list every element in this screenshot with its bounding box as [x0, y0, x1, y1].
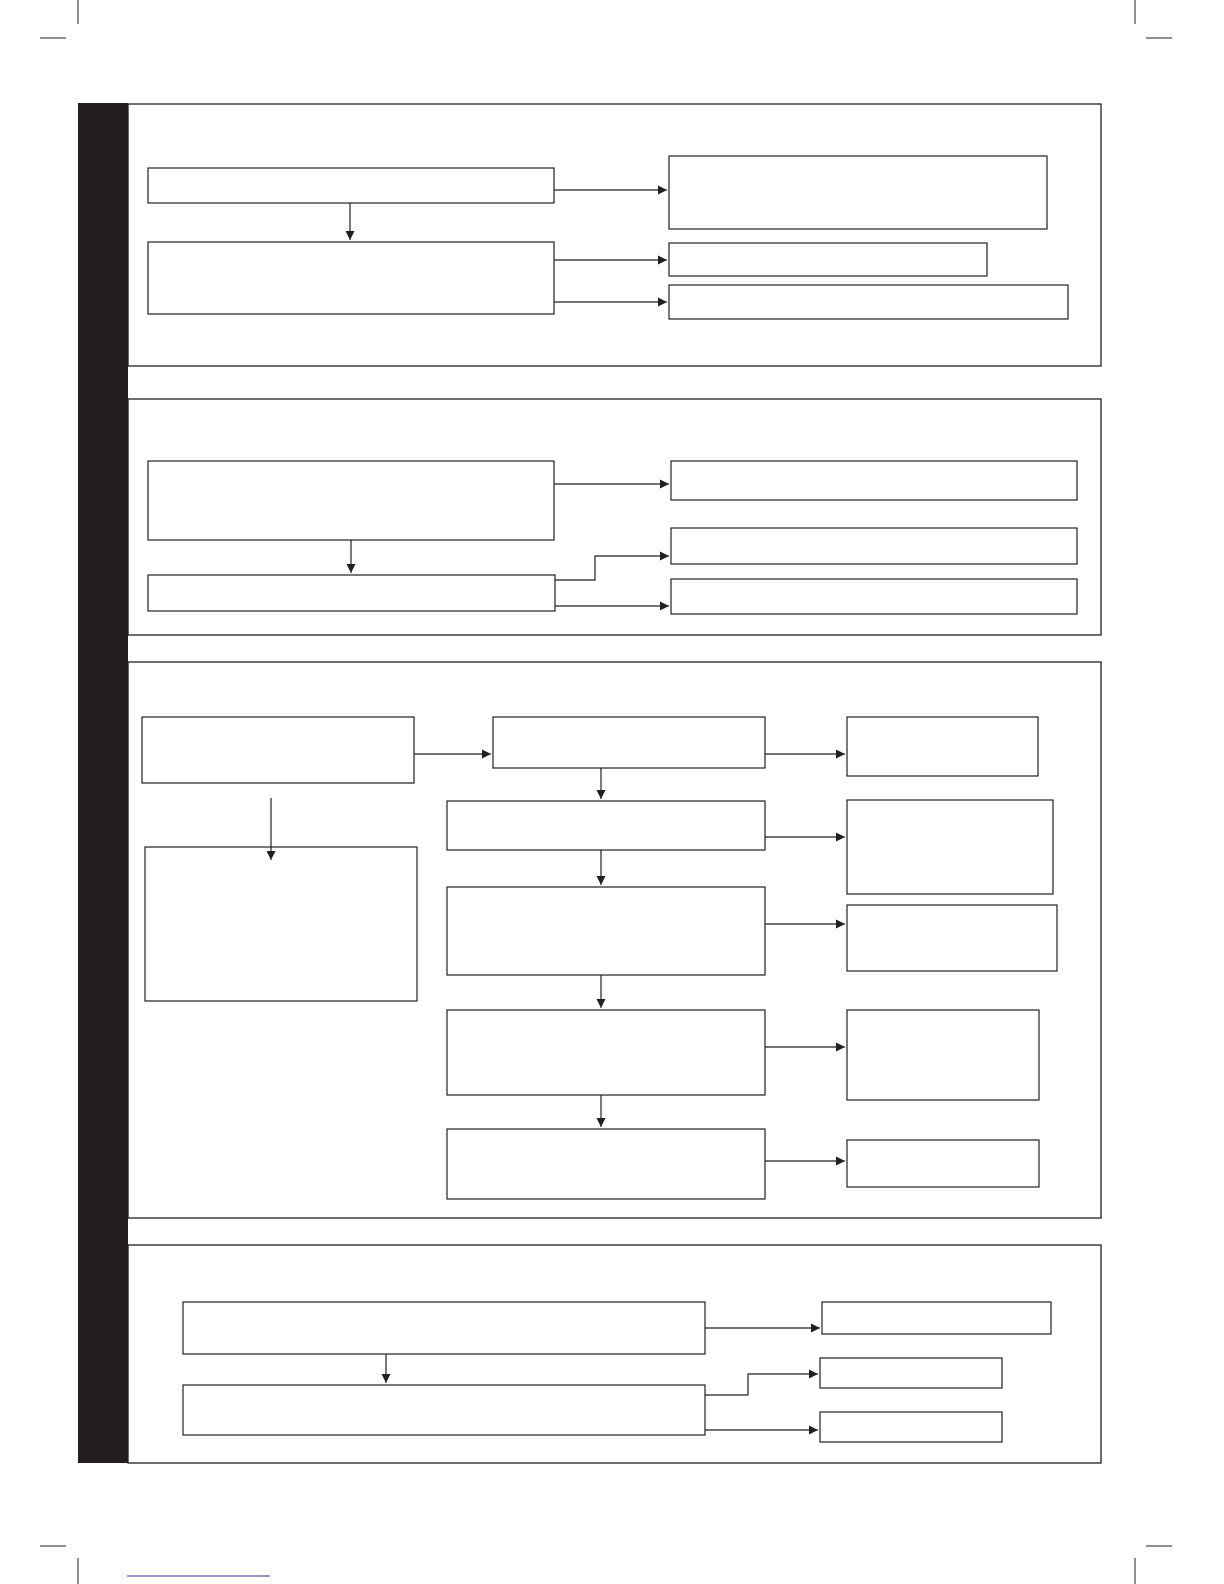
panel-3-box-check-1: [493, 717, 765, 768]
panel-2-box-result-b: [671, 528, 1077, 564]
panel-2-box-result-a: [671, 461, 1077, 500]
panel-3-box-notes: [145, 847, 417, 1001]
panel-2-box-start: [148, 461, 554, 540]
panel-3-box-result-3: [847, 905, 1057, 971]
left-sidebar-bar: [78, 103, 128, 1463]
panel-3-box-start: [142, 717, 414, 783]
panel-3-box-check-5: [447, 1129, 765, 1199]
panel-3-box-result-4: [847, 1010, 1039, 1100]
panel-2: [128, 399, 1101, 635]
panel-3: [128, 662, 1101, 1218]
panel-4-box-result-b: [820, 1358, 1002, 1388]
panel-3-box-check-3: [447, 887, 765, 975]
panel-3-box-check-4: [447, 1010, 765, 1095]
panel-4: [128, 1245, 1101, 1463]
panel-3-box-result-5: [847, 1140, 1039, 1187]
panel-4-box-result-c: [820, 1412, 1002, 1442]
panel-4-box-result-a: [822, 1302, 1051, 1334]
panel-3-box-result-2: [847, 800, 1053, 894]
panel-1: [128, 104, 1101, 366]
panel-4-box-start: [183, 1302, 705, 1354]
panel-2-box-result-c: [671, 579, 1077, 614]
panel-3-box-check-2: [447, 801, 765, 850]
panel-3-box-result-1: [847, 717, 1038, 776]
panel-4-box-step-2: [183, 1385, 705, 1435]
panel-1-box-step-2: [148, 242, 554, 314]
panel-1-box-start: [148, 168, 554, 203]
panel-1-box-result-c: [669, 285, 1068, 319]
panel-1-box-result-a: [669, 156, 1047, 229]
panel-2-box-step-2: [148, 575, 555, 611]
panel-1-box-result-b: [669, 243, 987, 276]
